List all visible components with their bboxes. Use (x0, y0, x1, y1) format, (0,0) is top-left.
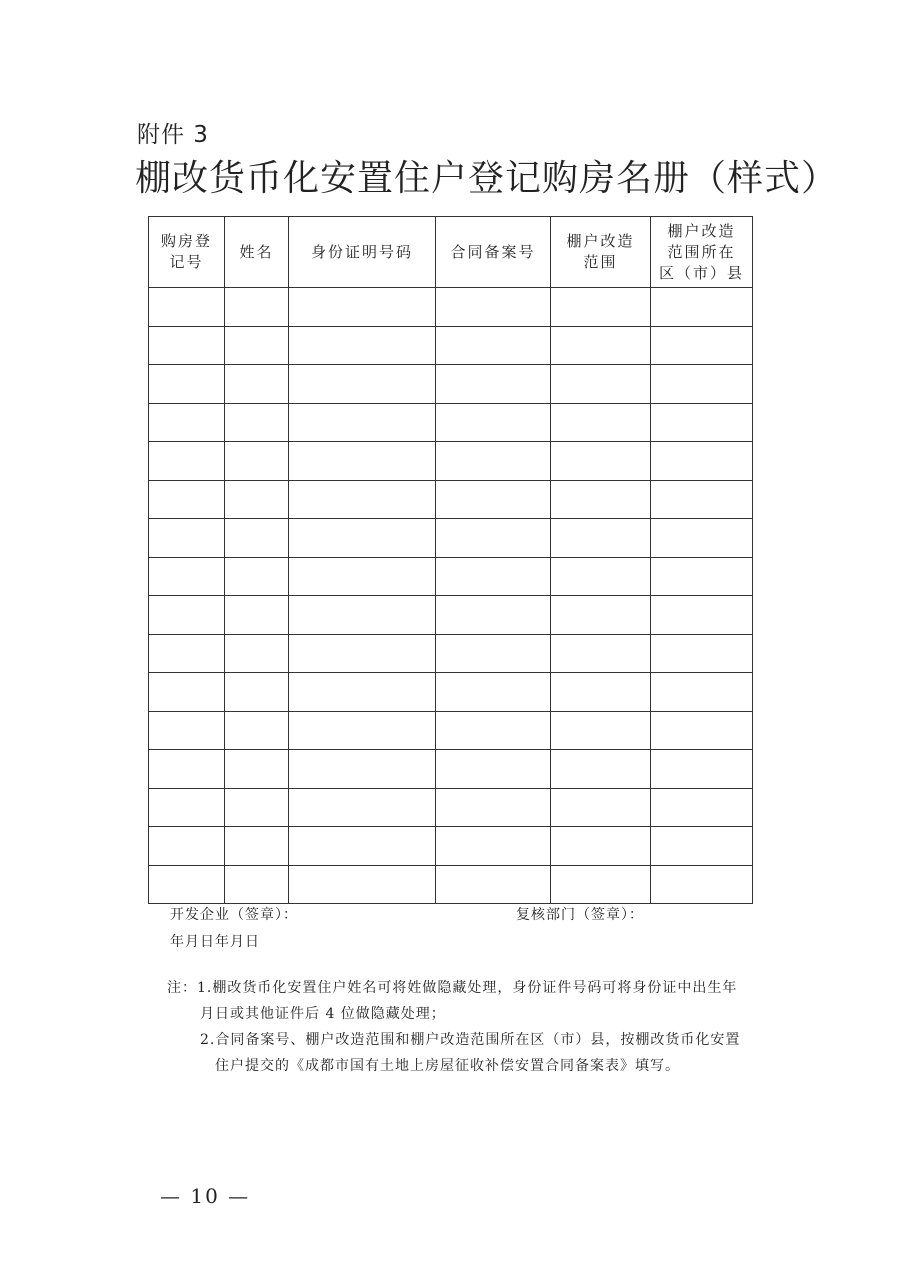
table-cell (551, 673, 651, 712)
table-cell (551, 750, 651, 789)
developer-signature-label: 开发企业（签章）： (170, 907, 298, 923)
table-row (149, 326, 753, 365)
table-cell (289, 788, 436, 827)
table-cell (225, 827, 289, 866)
table-row (149, 480, 753, 519)
table-cell (289, 711, 436, 750)
table-cell (651, 673, 753, 712)
table-cell (225, 711, 289, 750)
table-header-row (149, 217, 753, 288)
table-cell (225, 557, 289, 596)
table-cell (551, 519, 651, 558)
table-cell (651, 442, 753, 481)
table-cell (551, 403, 651, 442)
table-cell (436, 673, 551, 712)
table-cell (651, 557, 753, 596)
table-cell (149, 442, 225, 481)
table-cell (289, 442, 436, 481)
header-text-line: 记号 (169, 253, 204, 271)
table-cell (651, 365, 753, 404)
table-row (149, 442, 753, 481)
table-cell (651, 865, 753, 904)
table-cell (149, 288, 225, 327)
table-cell (289, 288, 436, 327)
header-text-line: 合同备案号 (450, 242, 536, 261)
table-cell (149, 403, 225, 442)
table-cell (289, 750, 436, 789)
table-cell (436, 326, 551, 365)
table-cell (551, 557, 651, 596)
header-name (225, 217, 289, 288)
table-cell (436, 557, 551, 596)
header-text-line: 范围所在 (667, 242, 736, 261)
note-1-line-2: 月日或其他证件后 4 位做隐藏处理； (200, 1006, 446, 1022)
table-cell (651, 288, 753, 327)
table-row (149, 365, 753, 404)
table-cell (289, 326, 436, 365)
table-cell (225, 865, 289, 904)
table-row (149, 788, 753, 827)
header-text-line: 姓名 (239, 242, 274, 261)
table-cell (149, 673, 225, 712)
table-cell (149, 596, 225, 635)
attachment-label: 附件 3 (137, 122, 209, 148)
header-scope-district (651, 217, 753, 288)
table-cell (149, 519, 225, 558)
table-cell (436, 442, 551, 481)
table-cell (551, 865, 651, 904)
note-2-line-2: 住户提交的《成都市国有土地上房屋征收补偿安置合同备案表》填写。 (215, 1058, 680, 1074)
header-text-line: 购房登 (160, 232, 212, 250)
table-cell (651, 403, 753, 442)
page-number: — 10 — (160, 1184, 251, 1208)
table-cell (149, 557, 225, 596)
table-cell (551, 711, 651, 750)
table-cell (651, 827, 753, 866)
table-row (149, 634, 753, 673)
table-cell (436, 403, 551, 442)
table-cell (289, 865, 436, 904)
table-cell (289, 596, 436, 635)
table-cell (225, 519, 289, 558)
table-cell (289, 365, 436, 404)
table-cell (225, 634, 289, 673)
table-cell (551, 480, 651, 519)
table-cell (436, 711, 551, 750)
table-cell (225, 750, 289, 789)
header-text-line: 范围 (583, 253, 618, 271)
table-cell (651, 596, 753, 635)
table-cell (149, 827, 225, 866)
table-cell (149, 365, 225, 404)
table-cell (436, 288, 551, 327)
header-renovation-scope (551, 217, 651, 288)
table-cell (289, 557, 436, 596)
notes-section (167, 975, 777, 1079)
table-cell (225, 288, 289, 327)
header-contract-number (436, 217, 551, 288)
table-cell (551, 442, 651, 481)
table-cell (651, 750, 753, 789)
table-cell (436, 519, 551, 558)
table-cell (436, 865, 551, 904)
table-cell (289, 480, 436, 519)
header-text-line: 身份证明号码 (310, 242, 413, 261)
table-cell (436, 827, 551, 866)
table-cell (651, 711, 753, 750)
table-cell (225, 596, 289, 635)
note-2-line-1: 2.合同备案号、棚户改造范围和棚户改造范围所在区（市）县，按棚改货币化安置 (200, 1032, 741, 1048)
table-cell (551, 596, 651, 635)
table-cell (149, 788, 225, 827)
signature-dates: 年月日年月日 (170, 934, 260, 950)
table-cell (225, 788, 289, 827)
table-row (149, 403, 753, 442)
table-cell (436, 480, 551, 519)
table-cell (289, 827, 436, 866)
table-cell (551, 634, 651, 673)
header-text-line: 区（市）县 (658, 263, 744, 282)
table-row (149, 557, 753, 596)
table-row (149, 711, 753, 750)
table-cell (651, 519, 753, 558)
table-row (149, 750, 753, 789)
table-cell (651, 634, 753, 673)
table-cell (436, 634, 551, 673)
table-row (149, 865, 753, 904)
table-cell (651, 788, 753, 827)
reviewer-signature-label: 复核部门（签章）： (516, 907, 644, 923)
table-cell (149, 480, 225, 519)
table-cell (225, 403, 289, 442)
table-row (149, 596, 753, 635)
register-table (148, 216, 753, 904)
table-cell (551, 365, 651, 404)
table-row (149, 519, 753, 558)
table-row (149, 288, 753, 327)
table-cell (436, 788, 551, 827)
table-cell (436, 750, 551, 789)
table-cell (551, 288, 651, 327)
table-cell (149, 750, 225, 789)
table-cell (436, 596, 551, 635)
table-cell (289, 519, 436, 558)
table-cell (651, 326, 753, 365)
header-text-line: 棚户改造 (566, 232, 635, 250)
table-cell (289, 634, 436, 673)
table-cell (225, 480, 289, 519)
table-cell (289, 673, 436, 712)
document-title: 棚改货币化安置住户登记购房名册（样式） (135, 158, 839, 199)
table-cell (436, 365, 551, 404)
table-cell (551, 827, 651, 866)
table-cell (651, 480, 753, 519)
table-cell (225, 326, 289, 365)
table-cell (149, 711, 225, 750)
table-cell (225, 673, 289, 712)
table-row (149, 827, 753, 866)
table-row (149, 673, 753, 712)
header-id-number (289, 217, 436, 288)
note-1-line-1: 注：1.棚改货币化安置住户姓名可将姓做隐藏处理，身份证件号码可将身份证中出生年 (167, 980, 738, 996)
table-cell (149, 634, 225, 673)
table-cell (289, 403, 436, 442)
header-text-line: 棚户改造 (667, 221, 736, 240)
table-cell (551, 326, 651, 365)
table-cell (225, 365, 289, 404)
table-cell (551, 788, 651, 827)
table-cell (149, 865, 225, 904)
table-cell (225, 442, 289, 481)
header-registration-number (149, 217, 225, 288)
table-cell (149, 326, 225, 365)
